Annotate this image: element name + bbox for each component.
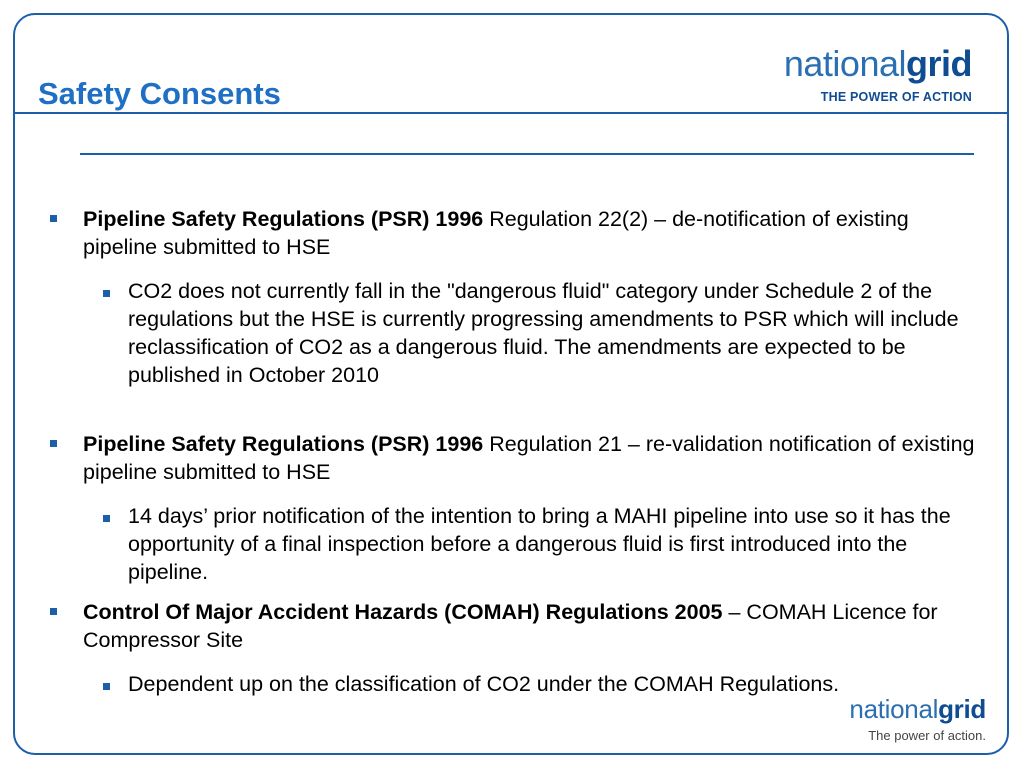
bullet-item-text: Regulation 22(2) – de-notification of existing pipeline submitted to HSE xyxy=(83,207,909,259)
logo-word-bold: grid xyxy=(938,694,986,724)
content-divider xyxy=(80,153,974,155)
bullet-item-bold: Control Of Major Accident Hazards (COMAH) Regulations 2005 xyxy=(83,600,723,624)
logo-word-light: national xyxy=(849,694,939,724)
logo-word-bold: grid xyxy=(906,43,972,84)
bullet-marker-icon xyxy=(50,215,57,222)
bullet-item-text: 14 days’ prior notification of the intention to bring a MAHI pipeline into use so it has the opportunity of a final inspection before a dangerous fluid is first introduced into the pipeline. xyxy=(128,504,951,584)
logo-tagline: THE POWER OF ACTION xyxy=(820,90,972,104)
sub-bullet-item-2 xyxy=(128,502,988,586)
title-divider xyxy=(13,112,1009,114)
sub-bullet-item-1 xyxy=(128,277,988,389)
sub-bullet-marker-icon xyxy=(103,515,110,522)
national-grid-logo-bottom xyxy=(849,694,986,743)
bullet-marker-icon xyxy=(50,440,57,447)
bullet-item-text: CO2 does not currently fall in the "dangerous fluid" category under Schedule 2 of the regulations but the HSE is currently progressing amendments to PSR which will include reclassification of CO2 as a dangerous fluid. The amendments are expected to be published in October 2010 xyxy=(128,279,959,387)
bullet-item-1 xyxy=(83,205,983,261)
bullet-item-2 xyxy=(83,430,983,486)
bullet-item-bold: Pipeline Safety Regulations (PSR) 1996 xyxy=(83,432,484,456)
bullet-item-3 xyxy=(83,598,983,654)
logo-tagline: The power of action. xyxy=(868,728,986,743)
national-grid-logo-top xyxy=(784,44,972,104)
bullet-marker-icon xyxy=(50,608,57,615)
slide-title: Safety Consents xyxy=(38,76,281,111)
sub-bullet-marker-icon xyxy=(103,683,110,690)
logo-wordmark xyxy=(849,694,986,724)
sub-bullet-marker-icon xyxy=(103,290,110,297)
bullet-item-text: Regulation 21 – re-validation notification of existing pipeline submitted to HSE xyxy=(83,432,975,484)
bullet-item-text: Dependent up on the classification of CO2 under the COMAH Regulations. xyxy=(128,672,840,696)
logo-word-light: national xyxy=(783,43,906,84)
logo-wordmark xyxy=(784,44,972,84)
bullet-item-text: – COMAH Licence for Compressor Site xyxy=(83,600,938,652)
bullet-item-bold: Pipeline Safety Regulations (PSR) 1996 xyxy=(83,207,484,231)
